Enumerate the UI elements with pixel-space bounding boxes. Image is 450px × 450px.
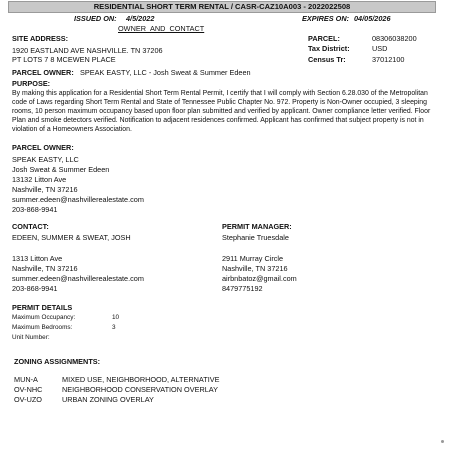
page-corner-dot [441, 440, 444, 443]
issued-on-value: 4/5/2022 [126, 14, 155, 23]
contact-line: Nashville, TN 37216 [12, 264, 78, 273]
census-tract-value: 37012100 [372, 55, 405, 64]
zoning-code: MUN-A [14, 375, 38, 384]
census-tract-label: Census Tr: [308, 55, 346, 64]
contact-line: 1313 Litton Ave [12, 254, 63, 263]
owner-and-contact-link[interactable]: OWNER_AND_CONTACT [118, 24, 205, 33]
permit-manager-label: PERMIT MANAGER: [222, 222, 292, 231]
permit-manager-line: Nashville, TN 37216 [222, 264, 288, 273]
zoning-code: OV-UZO [14, 395, 42, 404]
parcel-label: PARCEL: [308, 34, 340, 43]
permit-manager-phone: 8479775192 [222, 284, 263, 293]
purpose-text: By making this application for a Residential Short Term Rental Permit, I certify that I will comply with Section 6.28.030 of the Metropolitan code of Laws regarding Short Term Rental and State of Tennessee Public Chapter No. 972. Property is Non-Owner occupied, 3 sleeping rooms, 10 person maximum occupancy based upon floor plan submitted and verified by applicant. Owner compliance letter verified. Floor Plan and smoke detectors verified. Notification to adjacent residences confirmed. Applicant has confirmed that subject property is not in violation of a Homeowners Association. [12, 90, 431, 133]
permit-details-label: PERMIT DETAILS [12, 303, 73, 312]
contact-email[interactable]: summer.edeen@nashvillerealestate.com [12, 274, 144, 283]
parcel-value: 08306038200 [372, 34, 417, 43]
parcel-owner-email[interactable]: summer.edeen@nashvillerealestate.com [12, 195, 144, 204]
parcel-owner-line: Josh Sweat & Summer Edeen [12, 165, 110, 174]
unit-number-label: Unit Number: [12, 334, 50, 341]
tax-district-label: Tax District: [308, 44, 350, 53]
zoning-description: MIXED USE, NEIGHBORHOOD, ALTERNATIVE [62, 375, 220, 384]
site-address-line2: PT LOTS 7 8 MCEWEN PLACE [12, 55, 116, 64]
max-bedrooms-value: 3 [112, 324, 116, 331]
permit-manager-line: 2911 Murray Circle [222, 254, 284, 263]
zoning-description: NEIGHBORHOOD CONSERVATION OVERLAY [62, 385, 218, 394]
expires-on-label: EXPIRES ON: [302, 14, 350, 23]
zoning-code: OV-NHC [14, 385, 43, 394]
document-title: RESIDENTIAL SHORT TERM RENTAL / CASR-CAZ10A003 - 2022022508 [8, 1, 436, 13]
parcel-owner-line: Nashville, TN 37216 [12, 185, 78, 194]
contact-label: CONTACT: [12, 222, 49, 231]
site-address-line1: 1920 EASTLAND AVE NASHVILLE. TN 37206 [12, 46, 163, 55]
max-occupancy-value: 10 [112, 314, 120, 321]
parcel-owner-label: PARCEL OWNER: [12, 143, 74, 152]
tax-district-value: USD [372, 44, 388, 53]
parcel-owner-line: SPEAK EASTY, LLC [12, 155, 79, 164]
parcel-owner-inline-value: SPEAK EASTY, LLC - Josh Sweat & Summer Edeen [80, 68, 251, 77]
zoning-assignments-label: ZONING ASSIGNMENTS: [14, 357, 101, 366]
site-address-label: SITE ADDRESS: [12, 34, 69, 43]
parcel-owner-phone: 203-868-9941 [12, 205, 58, 214]
expires-on-value: 04/05/2026 [354, 14, 391, 23]
permit-manager-email[interactable]: airbnbatoz@gmail.com [222, 274, 297, 283]
purpose-label: PURPOSE: [12, 79, 51, 88]
contact-name: EDEEN, SUMMER & SWEAT, JOSH [12, 233, 131, 242]
permit-manager-name: Stephanie Truesdale [222, 233, 289, 242]
parcel-owner-inline-label: PARCEL OWNER: [12, 68, 74, 77]
issued-on-label: ISSUED ON: [74, 14, 117, 23]
max-bedrooms-label: Maximum Bedrooms: [12, 324, 73, 331]
parcel-owner-line: 13132 Litton Ave [12, 175, 67, 184]
zoning-description: URBAN ZONING OVERLAY [62, 395, 154, 404]
contact-phone: 203-868-9941 [12, 284, 58, 293]
max-occupancy-label: Maximum Occupancy: [12, 314, 76, 321]
